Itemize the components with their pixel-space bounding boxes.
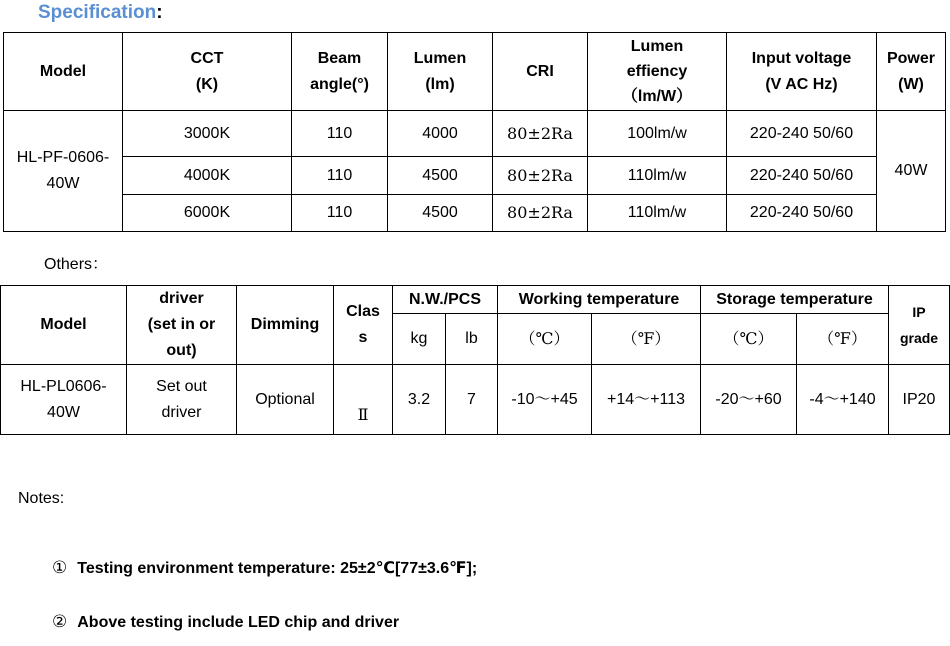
others-subheader-storage-c: （℃） bbox=[701, 314, 797, 365]
spec-header-cri: CRI bbox=[493, 33, 588, 111]
others-header-row bbox=[1, 286, 950, 314]
others-subheader-working-c: （℃） bbox=[498, 314, 592, 365]
table-row bbox=[4, 111, 946, 157]
note-item bbox=[52, 558, 477, 578]
others-storage-f-cell: -4～+140 bbox=[797, 365, 889, 435]
spec-cct-cell: 6000K bbox=[123, 195, 292, 232]
table-row bbox=[1, 365, 950, 435]
specification-table bbox=[3, 32, 946, 232]
others-table bbox=[0, 285, 950, 435]
spec-header-efficiency: Lumen effiency （lm/W） bbox=[588, 33, 727, 111]
spec-header-row bbox=[4, 33, 946, 111]
others-class-cell: Ⅱ bbox=[334, 365, 393, 435]
note-text: Above testing include LED chip and driver bbox=[77, 614, 400, 631]
others-header-nw-pcs: N.W./PCS bbox=[393, 286, 498, 314]
others-header-working-temperature: Working temperature bbox=[498, 286, 701, 314]
others-kg-cell: 3.2 bbox=[393, 365, 446, 435]
spec-power-cell: 40W bbox=[877, 111, 946, 232]
spec-cct-cell: 4000K bbox=[123, 157, 292, 195]
spec-voltage-cell: 220-240 50/60 bbox=[727, 195, 877, 232]
others-header-driver: driver (set in or out) bbox=[127, 286, 237, 365]
spec-cri-cell: 80±2Ra bbox=[493, 157, 588, 195]
others-driver-cell: Set out driver bbox=[127, 365, 237, 435]
spec-header-power: Power (W) bbox=[877, 33, 946, 111]
spec-cct-cell: 3000K bbox=[123, 111, 292, 157]
spec-lumen-cell: 4500 bbox=[388, 195, 493, 232]
spec-header-beam-angle: Beam angle(°) bbox=[292, 33, 388, 111]
spec-beam-cell: 110 bbox=[292, 157, 388, 195]
note-number: ① bbox=[52, 558, 68, 577]
others-ip-cell: IP20 bbox=[889, 365, 950, 435]
others-header-dimming: Dimming bbox=[237, 286, 334, 365]
others-lb-cell: 7 bbox=[446, 365, 498, 435]
table-row bbox=[4, 157, 946, 195]
others-header-class: Clas s bbox=[334, 286, 393, 365]
spec-beam-cell: 110 bbox=[292, 195, 388, 232]
others-label: Others： bbox=[44, 256, 109, 273]
spec-model-cell: HL-PF-0606- 40W bbox=[4, 111, 123, 232]
others-subheader-storage-f: （℉） bbox=[797, 314, 889, 365]
spec-voltage-cell: 220-240 50/60 bbox=[727, 157, 877, 195]
others-storage-c-cell: -20～+60 bbox=[701, 365, 797, 435]
spec-lumen-cell: 4500 bbox=[388, 157, 493, 195]
spec-header-cct: CCT (K) bbox=[123, 33, 292, 111]
note-text: Testing environment temperature: 25±2℃[77±3.6℉]; bbox=[77, 560, 478, 577]
others-working-f-cell: +14～+113 bbox=[592, 365, 701, 435]
spec-header-lumen: Lumen (lm) bbox=[388, 33, 493, 111]
others-subheader-kg: kg bbox=[393, 314, 446, 365]
spec-efficiency-cell: 110lm/w bbox=[588, 195, 727, 232]
note-number: ② bbox=[52, 612, 68, 631]
spec-cri-cell: 80±2Ra bbox=[493, 111, 588, 157]
spec-lumen-cell: 4000 bbox=[388, 111, 493, 157]
notes-label: Notes: bbox=[18, 490, 65, 507]
others-header-storage-temperature: Storage temperature bbox=[701, 286, 889, 314]
spec-efficiency-cell: 110lm/w bbox=[588, 157, 727, 195]
spec-cri-cell: 80±2Ra bbox=[493, 195, 588, 232]
spec-efficiency-cell: 100lm/w bbox=[588, 111, 727, 157]
others-working-c-cell: -10～+45 bbox=[498, 365, 592, 435]
others-dimming-cell: Optional bbox=[237, 365, 334, 435]
specification-heading bbox=[38, 2, 163, 24]
specification-title: Specification bbox=[38, 2, 157, 23]
others-header-ip-grade: IP grade bbox=[889, 286, 950, 365]
note-item bbox=[52, 612, 399, 632]
spec-voltage-cell: 220-240 50/60 bbox=[727, 111, 877, 157]
spec-header-model: Model bbox=[4, 33, 123, 111]
specification-colon: : bbox=[156, 2, 163, 23]
spec-header-input-voltage: Input voltage (V AC Hz) bbox=[727, 33, 877, 111]
table-row bbox=[4, 195, 946, 232]
spec-beam-cell: 110 bbox=[292, 111, 388, 157]
others-header-model: Model bbox=[1, 286, 127, 365]
others-subheader-working-f: （℉） bbox=[592, 314, 701, 365]
others-subheader-lb: lb bbox=[446, 314, 498, 365]
others-model-cell: HL-PL0606- 40W bbox=[1, 365, 127, 435]
